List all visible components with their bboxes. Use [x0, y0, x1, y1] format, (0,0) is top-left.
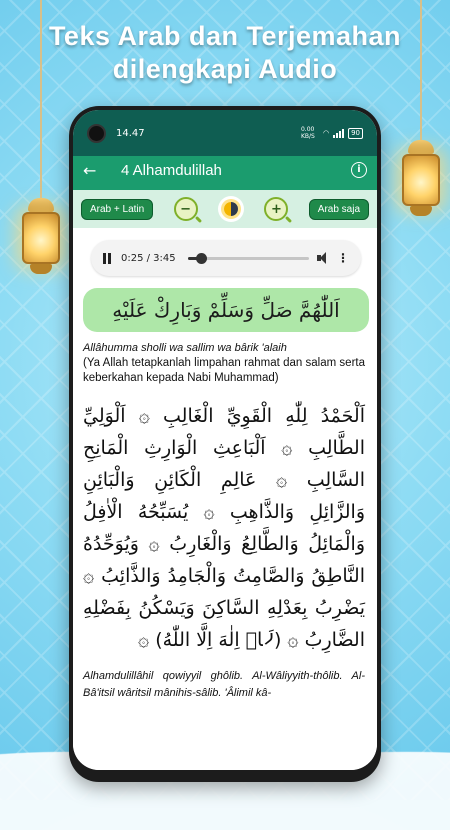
promo-headline	[0, 20, 450, 86]
zoom-out-icon[interactable]: −	[174, 197, 198, 221]
headline-line-2: dilengkapi Audio	[112, 54, 338, 84]
salawat-latin: Allâhumma sholli wa sallim wa bârik 'alaih	[83, 342, 287, 354]
status-bar	[73, 110, 377, 156]
player-time: 0:25 / 3:45	[121, 252, 176, 264]
network-speed: 0.00 KB/S	[300, 126, 315, 140]
battery-level: 90	[351, 128, 360, 137]
page-title: 4 Alhamdulillah	[121, 161, 222, 179]
phone-frame	[69, 106, 381, 782]
wirid-arabic-text: اَلْحَمْدُ لِلّٰهِ الْقَوِيِّ الْغَالِبِ ۞ اَلْوَلِيِّ الطَّالِبِ ۞ اَلْبَاعِثِ الْوَارِثِ الْمَانِحِ السَّالِبِ ۞ عَالِمِ الْكَائِنِ وَالْبَائِنِ وَالزَّائِلِ وَالذَّاهِبِ ۞ يُسَبِّحُهُ الْاٰفِلُ وَالْمَائِلُ وَالطَّالِعُ وَالْغَارِبُ ۞ وَيُوَحِّدُهُ النَّاطِقُ وَالصَّامِتُ وَالْجَامِدُ وَالذَّائِبُ ۞ يَضْرِبُ بِعَدْلِهِ السَّاكِنَ وَيَسْكُنُ بِفَضْلِهِ الضَّارِبُ ۞ (لَاۤ اِلٰهَ اِلَّا اللّٰهُ) ۞	[83, 405, 365, 651]
wifi-icon: ◠	[322, 129, 330, 137]
wirid-latin-text: Alhamdulillâhil qowiyyil ghôlib. Al-Wâliyyith-thôlib. Al-Bâ'itsil wâritsil mânihis-sâlib. 'Âlimil kâ-	[83, 670, 365, 699]
volume-icon[interactable]	[317, 252, 329, 264]
salawat-translation: (Ya Allah tetapkanlah limpahan rahmat dan salam serta keberkahan kepada Nabi Muhammad)	[83, 357, 365, 384]
pause-icon[interactable]	[103, 253, 113, 264]
front-camera	[87, 124, 106, 143]
seek-handle[interactable]	[196, 253, 207, 264]
lantern-right-icon	[402, 0, 440, 216]
arrow-back-icon[interactable]: ←	[83, 160, 97, 180]
reading-content	[73, 228, 377, 770]
audio-player	[91, 240, 361, 276]
salawat-arabic: اَللّٰهُمَّ صَلِّ وَسَلِّمْ وَبَارِكْ عَلَيْهِ	[83, 288, 369, 332]
display-toolbar	[73, 190, 377, 228]
battery-icon	[348, 128, 363, 139]
info-icon[interactable]: i	[351, 162, 367, 178]
day-night-icon[interactable]	[218, 196, 244, 222]
app-bar	[73, 150, 377, 190]
status-icons	[301, 126, 363, 140]
arab-only-button[interactable]: Arab saja	[309, 199, 369, 220]
seek-bar[interactable]	[188, 257, 309, 260]
more-options-icon[interactable]: ⋮	[337, 251, 349, 265]
status-time: 14.47	[116, 127, 145, 139]
arab-latin-button[interactable]: Arab + Latin	[81, 199, 153, 220]
app-screen	[73, 110, 377, 770]
signal-icon	[333, 129, 344, 138]
zoom-in-icon[interactable]: +	[264, 197, 288, 221]
headline-line-1: Teks Arab dan Terjemahan	[48, 21, 402, 51]
lantern-left-icon	[22, 0, 60, 274]
